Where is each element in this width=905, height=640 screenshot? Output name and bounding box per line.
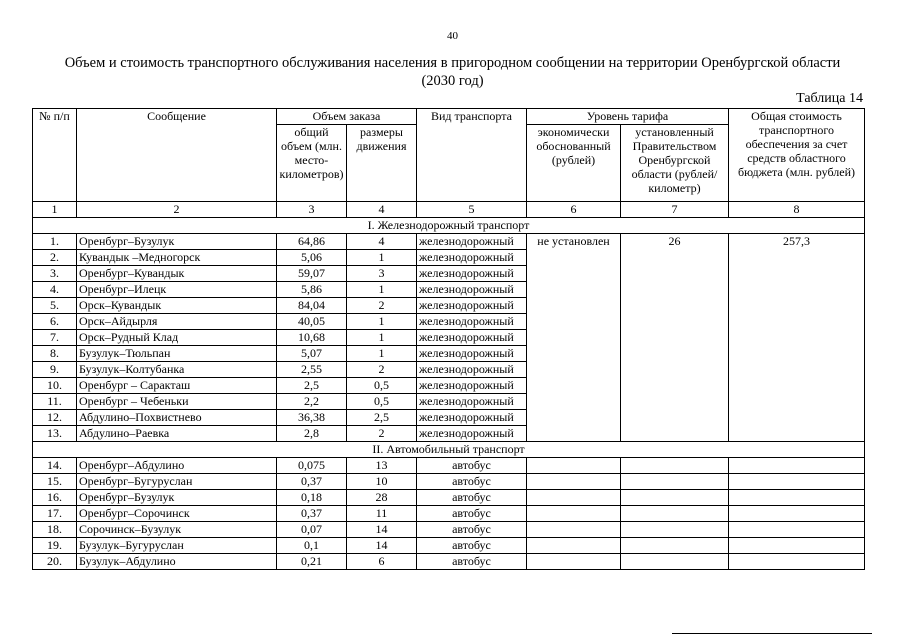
row-frequency: 14 bbox=[347, 538, 417, 554]
column-number: 3 bbox=[277, 202, 347, 218]
row-total-cost bbox=[729, 474, 865, 490]
column-number: 2 bbox=[77, 202, 277, 218]
header-transport: Вид транспорта bbox=[417, 109, 527, 202]
row-total-cost bbox=[729, 522, 865, 538]
row-frequency: 6 bbox=[347, 554, 417, 570]
row-volume: 40,05 bbox=[277, 314, 347, 330]
row-volume: 0,37 bbox=[277, 474, 347, 490]
row-tariff-econ bbox=[527, 554, 621, 570]
row-frequency: 2 bbox=[347, 298, 417, 314]
row-number: 8. bbox=[33, 346, 77, 362]
row-route: Оренбург–Абдулино bbox=[77, 458, 277, 474]
row-volume: 10,68 bbox=[277, 330, 347, 346]
row-volume: 2,55 bbox=[277, 362, 347, 378]
column-number: 7 bbox=[621, 202, 729, 218]
row-transport: железнодорожный bbox=[417, 362, 527, 378]
row-tariff-econ bbox=[527, 490, 621, 506]
row-tariff-gov bbox=[621, 538, 729, 554]
header-tariff-econ: экономически обоснованный (рублей) bbox=[527, 125, 621, 202]
row-route: Оренбург–Сорочинск bbox=[77, 506, 277, 522]
transport-table bbox=[32, 108, 865, 570]
rail-tariff-gov: 26 bbox=[621, 234, 729, 442]
row-number: 18. bbox=[33, 522, 77, 538]
row-number: 7. bbox=[33, 330, 77, 346]
row-transport: железнодорожный bbox=[417, 234, 527, 250]
row-number: 19. bbox=[33, 538, 77, 554]
row-number: 9. bbox=[33, 362, 77, 378]
row-volume: 84,04 bbox=[277, 298, 347, 314]
row-volume: 64,86 bbox=[277, 234, 347, 250]
row-transport: автобус bbox=[417, 554, 527, 570]
row-frequency: 2 bbox=[347, 362, 417, 378]
row-number: 6. bbox=[33, 314, 77, 330]
column-number: 5 bbox=[417, 202, 527, 218]
section-rail-row bbox=[33, 218, 865, 234]
row-number: 1. bbox=[33, 234, 77, 250]
row-route: Бузулук–Бугуруслан bbox=[77, 538, 277, 554]
row-frequency: 1 bbox=[347, 250, 417, 266]
row-tariff-gov bbox=[621, 506, 729, 522]
row-tariff-econ bbox=[527, 458, 621, 474]
title-line-2: (2030 год) bbox=[421, 73, 484, 89]
row-tariff-econ bbox=[527, 474, 621, 490]
row-number: 15. bbox=[33, 474, 77, 490]
row-volume: 5,86 bbox=[277, 282, 347, 298]
row-tariff-gov bbox=[621, 474, 729, 490]
row-number: 13. bbox=[33, 426, 77, 442]
table-row bbox=[33, 538, 865, 554]
row-route: Бузулук–Тюльпан bbox=[77, 346, 277, 362]
row-tariff-gov bbox=[621, 522, 729, 538]
row-number: 20. bbox=[33, 554, 77, 570]
row-transport: автобус bbox=[417, 538, 527, 554]
row-transport: железнодорожный bbox=[417, 330, 527, 346]
row-volume: 59,07 bbox=[277, 266, 347, 282]
header-volume-freq: размеры движения bbox=[347, 125, 417, 202]
title-line-1: Объем и стоимость транспортного обслуживания населения в пригородном сообщении на территории Оренбургской области bbox=[64, 55, 841, 71]
row-tariff-econ bbox=[527, 538, 621, 554]
row-number: 2. bbox=[33, 250, 77, 266]
row-volume: 0,07 bbox=[277, 522, 347, 538]
document-title bbox=[20, 54, 885, 90]
row-route: Сорочинск–Бузулук bbox=[77, 522, 277, 538]
row-volume: 5,06 bbox=[277, 250, 347, 266]
row-route: Кувандык –Медногорск bbox=[77, 250, 277, 266]
header-volume: Объем заказа bbox=[277, 109, 417, 125]
row-frequency: 1 bbox=[347, 314, 417, 330]
header-row-1 bbox=[33, 109, 865, 125]
row-tariff-gov bbox=[621, 490, 729, 506]
row-frequency: 14 bbox=[347, 522, 417, 538]
table-row bbox=[33, 474, 865, 490]
rail-total-cost: 257,3 bbox=[729, 234, 865, 442]
column-number: 6 bbox=[527, 202, 621, 218]
section-rail: I. Железнодорожный транспорт bbox=[33, 218, 865, 234]
row-route: Оренбург – Чебеньки bbox=[77, 394, 277, 410]
row-frequency: 1 bbox=[347, 346, 417, 362]
header-cost: Общая стоимость транспортного обеспечения за счет средств областного бюджета (млн. рублей) bbox=[729, 109, 865, 202]
header-route: Сообщение bbox=[77, 109, 277, 202]
row-transport: железнодорожный bbox=[417, 346, 527, 362]
row-route: Орск–Кувандык bbox=[77, 298, 277, 314]
table-row bbox=[33, 554, 865, 570]
row-number: 4. bbox=[33, 282, 77, 298]
header-volume-total: общий объем (млн. место-километров) bbox=[277, 125, 347, 202]
row-frequency: 0,5 bbox=[347, 394, 417, 410]
header-tariff-gov: установленный Правительством Оренбургской области (рублей/километр) bbox=[621, 125, 729, 202]
row-number: 12. bbox=[33, 410, 77, 426]
row-tariff-gov bbox=[621, 554, 729, 570]
row-transport: железнодорожный bbox=[417, 314, 527, 330]
row-transport: железнодорожный bbox=[417, 410, 527, 426]
row-route: Бузулук–Абдулино bbox=[77, 554, 277, 570]
row-frequency: 10 bbox=[347, 474, 417, 490]
row-total-cost bbox=[729, 538, 865, 554]
row-number: 17. bbox=[33, 506, 77, 522]
column-number: 1 bbox=[33, 202, 77, 218]
row-route: Оренбург–Бузулук bbox=[77, 490, 277, 506]
row-volume: 2,5 bbox=[277, 378, 347, 394]
row-route: Абдулино–Раевка bbox=[77, 426, 277, 442]
row-route: Бузулук–Колтубанка bbox=[77, 362, 277, 378]
row-number: 5. bbox=[33, 298, 77, 314]
row-tariff-econ bbox=[527, 522, 621, 538]
row-number: 11. bbox=[33, 394, 77, 410]
row-total-cost bbox=[729, 554, 865, 570]
row-transport: железнодорожный bbox=[417, 298, 527, 314]
row-frequency: 2,5 bbox=[347, 410, 417, 426]
row-transport: автобус bbox=[417, 506, 527, 522]
row-volume: 0,1 bbox=[277, 538, 347, 554]
row-total-cost bbox=[729, 458, 865, 474]
row-total-cost bbox=[729, 490, 865, 506]
table-row bbox=[33, 506, 865, 522]
page-number: 40 bbox=[447, 30, 458, 42]
row-route: Абдулино–Похвистнево bbox=[77, 410, 277, 426]
row-frequency: 13 bbox=[347, 458, 417, 474]
row-route: Орск–Айдырля bbox=[77, 314, 277, 330]
row-volume: 2,8 bbox=[277, 426, 347, 442]
row-frequency: 0,5 bbox=[347, 378, 417, 394]
row-volume: 0,075 bbox=[277, 458, 347, 474]
row-transport: железнодорожный bbox=[417, 378, 527, 394]
column-number: 8 bbox=[729, 202, 865, 218]
row-number: 16. bbox=[33, 490, 77, 506]
row-route: Оренбург – Саракташ bbox=[77, 378, 277, 394]
row-frequency: 1 bbox=[347, 282, 417, 298]
row-transport: автобус bbox=[417, 490, 527, 506]
row-transport: железнодорожный bbox=[417, 282, 527, 298]
table-row bbox=[33, 458, 865, 474]
header-tariff: Уровень тарифа bbox=[527, 109, 729, 125]
row-frequency: 11 bbox=[347, 506, 417, 522]
row-route: Оренбург–Бугуруслан bbox=[77, 474, 277, 490]
table-label: Таблица 14 bbox=[796, 91, 863, 106]
row-volume: 0,37 bbox=[277, 506, 347, 522]
row-number: 14. bbox=[33, 458, 77, 474]
row-volume: 0,18 bbox=[277, 490, 347, 506]
row-transport: автобус bbox=[417, 458, 527, 474]
column-number: 4 bbox=[347, 202, 417, 218]
row-transport: автобус bbox=[417, 474, 527, 490]
rail-tariff-econ: не установлен bbox=[527, 234, 621, 442]
row-transport: железнодорожный bbox=[417, 394, 527, 410]
row-transport: железнодорожный bbox=[417, 250, 527, 266]
row-number: 3. bbox=[33, 266, 77, 282]
row-frequency: 4 bbox=[347, 234, 417, 250]
row-volume: 36,38 bbox=[277, 410, 347, 426]
row-tariff-econ bbox=[527, 506, 621, 522]
row-number: 10. bbox=[33, 378, 77, 394]
row-transport: железнодорожный bbox=[417, 426, 527, 442]
table-row bbox=[33, 522, 865, 538]
row-frequency: 2 bbox=[347, 426, 417, 442]
row-volume: 2,2 bbox=[277, 394, 347, 410]
row-volume: 0,21 bbox=[277, 554, 347, 570]
section-bus: II. Автомобильный транспорт bbox=[33, 442, 865, 458]
table-row bbox=[33, 490, 865, 506]
section-bus-row bbox=[33, 442, 865, 458]
row-frequency: 3 bbox=[347, 266, 417, 282]
row-route: Оренбург–Кувандык bbox=[77, 266, 277, 282]
row-route: Орск–Рудный Клад bbox=[77, 330, 277, 346]
column-numbers-row bbox=[33, 202, 865, 218]
row-frequency: 28 bbox=[347, 490, 417, 506]
divider bbox=[672, 633, 872, 634]
header-num: № п/п bbox=[33, 109, 77, 202]
row-tariff-gov bbox=[621, 458, 729, 474]
row-route: Оренбург–Бузулук bbox=[77, 234, 277, 250]
row-frequency: 1 bbox=[347, 330, 417, 346]
row-total-cost bbox=[729, 506, 865, 522]
row-volume: 5,07 bbox=[277, 346, 347, 362]
row-transport: железнодорожный bbox=[417, 266, 527, 282]
row-transport: автобус bbox=[417, 522, 527, 538]
table-row bbox=[33, 234, 865, 250]
row-route: Оренбург–Илецк bbox=[77, 282, 277, 298]
